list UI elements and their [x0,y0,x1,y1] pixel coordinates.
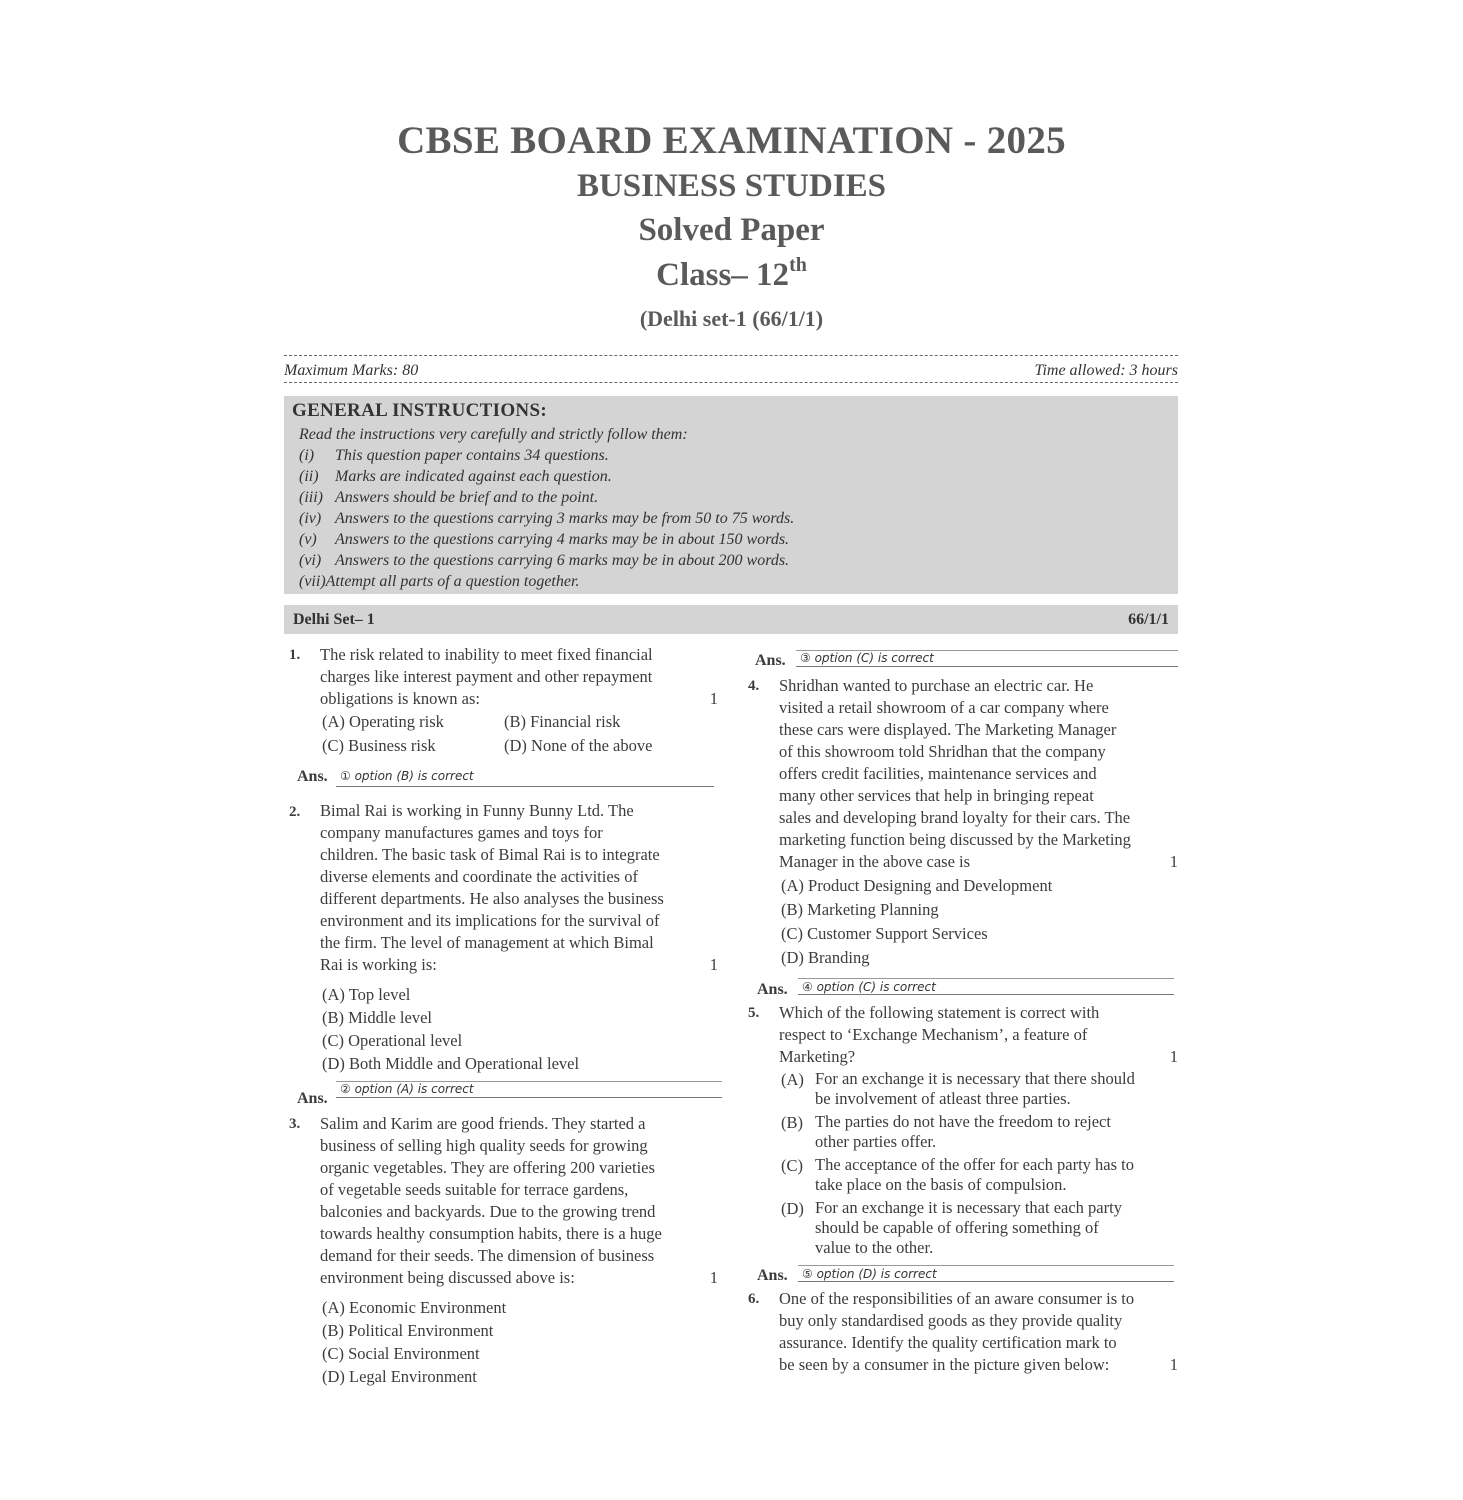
option-c: (C) Business risk [322,736,436,755]
class-suffix: th [789,254,807,276]
question-mark: 1 [1169,1355,1178,1374]
question-number: 4. [748,678,760,694]
option-b: (B) Political Environment [322,1321,494,1340]
option-d-label: (D) [781,1199,804,1218]
option-c: (C) Customer Support Services [781,924,988,943]
answer-label: Ans. [297,768,328,785]
option-b-text: The parties do not have the freedom to reject other parties offer. [815,1112,1111,1151]
divider-bottom [284,382,1178,383]
instruction-item: (iv) Answers to the questions carrying 3 marks may be from 50 to 75 words. [299,510,795,527]
option-b: (B) Financial risk [504,712,621,731]
option-c: (C) Operational level [322,1031,463,1050]
option-d: (D) Legal Environment [322,1367,477,1386]
option-b-label: (B) [781,1113,803,1132]
set-bar [284,605,1178,634]
question-mark: 1 [709,1268,718,1287]
option-b: (B) Middle level [322,1008,432,1027]
set-code-right: 66/1/1 [1128,611,1169,628]
class-title [0,254,1463,294]
handwritten-answer: ② option (A) is correct [340,1082,474,1096]
question-mark: 1 [709,689,718,708]
set-name: Delhi Set– 1 [293,611,375,628]
question-mark: 1 [709,955,718,974]
instructions-title: GENERAL INSTRUCTIONS: [292,400,547,421]
marks-row [284,362,1178,380]
option-d-text: For an exchange it is necessary that each party should be capable of offering something of value to the other. [815,1198,1122,1257]
option-a: (A) Top level [322,985,411,1004]
divider-top [284,355,1178,356]
paper-title: CBSE BOARD EXAMINATION - 2025 [397,119,1066,162]
max-marks: Maximum Marks: 80 [284,362,419,379]
instruction-item: (vii)Attempt all parts of a question together. [299,573,580,590]
option-c-label: (C) [781,1156,803,1175]
option-d: (D) Both Middle and Operational level [322,1054,580,1073]
question-text: Which of the following statement is correct with respect to ‘Exchange Mechanism’, a feature of Marketing? 1 [779,1003,1178,1066]
option-a: (A) Economic Environment [322,1298,507,1317]
question-text: Shridhan wanted to purchase an electric car. He visited a retail showroom of a car company where these cars were displayed. The Marketing Manager of this showroom told Shridhan that the company offers credit facilities, maintenance services and many other services that help in bringing repeat sales and developing brand loyalty for their cars. The marketing function being discussed by the Marketing Manager in the above case is 1 [779,676,1178,871]
instruction-item: (vi) Answers to the questions carrying 6 marks may be in about 200 words. [299,552,790,569]
handwritten-answer: ① option (B) is correct [340,769,474,783]
handwritten-answer: ④ option (C) is correct [802,980,936,994]
option-b: (B) Marketing Planning [781,900,939,919]
question-text: One of the responsibilities of an aware consumer is to buy only standardised goods as they provide quality assurance. Identify the quality certification mark to be seen by a consumer in the picture given below: 1 [779,1289,1178,1374]
class-prefix: Class– 12 [656,257,790,293]
subject-title: BUSINESS STUDIES [576,168,887,204]
instruction-item: (iii) Answers should be brief and to the point. [299,489,599,506]
answer-label: Ans. [757,981,788,998]
question-number: 2. [289,804,301,820]
question-mark: 1 [1169,1047,1178,1066]
option-c: (C) Social Environment [322,1344,480,1363]
instruction-item: (ii) Marks are indicated against each question. [299,468,612,485]
answer-label: Ans. [297,1090,328,1107]
answer-label: Ans. [757,1267,788,1284]
instruction-item: (i) This question paper contains 34 questions. [299,447,609,464]
instructions-intro: Read the instructions very carefully and strictly follow them: [299,426,688,443]
set-code: (Delhi set-1 (66/1/1) [639,306,824,331]
option-a: (A) Product Designing and Development [781,876,1053,895]
question-text: The risk related to inability to meet fixed financial charges like interest payment and other repayment obligations is known as: 1 [320,645,718,708]
handwritten-answer: ③ option (C) is correct [800,651,934,665]
option-d: (D) None of the above [504,736,653,755]
instructions-list [299,424,794,592]
question-number: 6. [748,1291,760,1307]
option-d: (D) Branding [781,948,870,967]
instruction-item: (v) Answers to the questions carrying 4 marks may be in about 150 words. [299,531,790,548]
option-a-label: (A) [781,1070,804,1089]
question-mark: 1 [1169,852,1178,871]
question-text: Bimal Rai is working in Funny Bunny Ltd. The company manufactures games and toys for children. The basic task of Bimal Rai is to integrate diverse elements and coordinate the activities of different departments. He also analyses the business environment and its implications for the survival of the firm. The level of management at which Bimal Rai is working is: 1 [320,801,718,974]
general-instructions [284,396,1178,594]
question-number: 5. [748,1005,760,1021]
question-number: 1. [289,647,301,663]
handwritten-answer: ⑤ option (D) is correct [802,1267,937,1281]
question-number: 3. [289,1116,301,1132]
option-a-text: For an exchange it is necessary that there should be involvement of atleast three parties. [815,1069,1135,1108]
answer-label: Ans. [755,652,786,669]
option-c-text: The acceptance of the offer for each party has to take place on the basis of compulsion. [815,1155,1134,1194]
question-text: Salim and Karim are good friends. They started a business of selling high quality seeds for growing organic vegetables. They are offering 200 varieties of vegetable seeds suitable for terrace gardens, balconies and backyards. Due to the growing trend towards healthy consumption habits, there is a huge demand for their seeds. The dimension of business environment being discussed above is: 1 [320,1114,718,1287]
time-allowed: Time allowed: 3 hours [1034,362,1178,379]
paper-type: Solved Paper [638,212,825,248]
option-a: (A) Operating risk [322,712,444,731]
